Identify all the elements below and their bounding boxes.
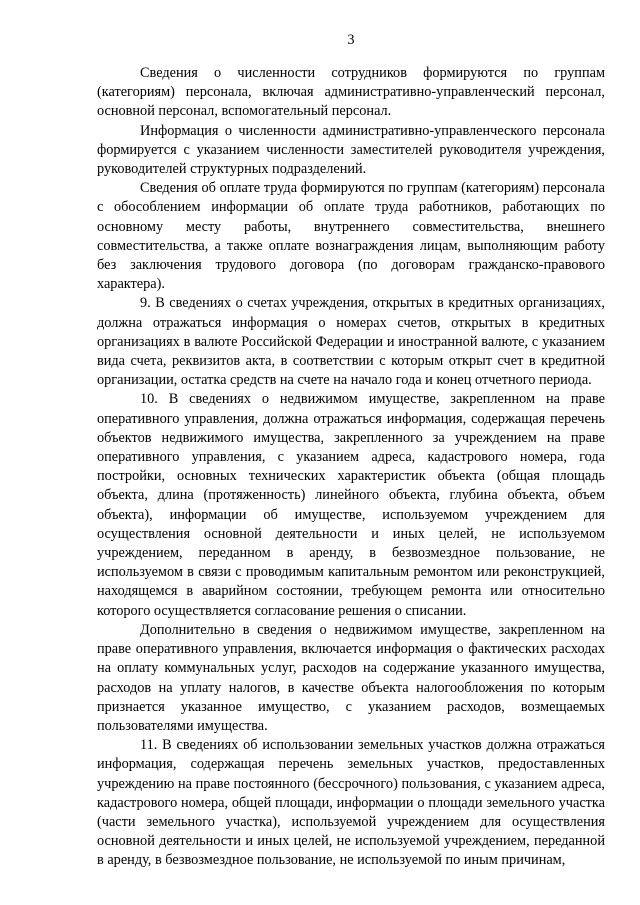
paragraph-10-real-estate: 10. В сведениях о недвижимом имуществе, закрепленном на праве оперативного управления, должна отражаться информация, содержащая перечень объектов недвижимого имущества, закрепленного за учреждением на праве оперативного управления, с указанием адреса, кадастрового номера, года постройки, основных технических характеристик объекта (общая площадь объекта, длина (протяженность) линейного объекта, глубина объекта, объем объекта), информации об имуществе, используемом учреждением для осуществления основной деятельности и иных целей, не используемом учреждением, переданном в аренду, в безвозмездное пользование, не используемом в связи с проводимым капитальным ремонтом или реконструкцией, находящемся в аварийном состоянии, требующем ремонта или относительно которого осуществляется согласование решения о списании. bbox=[97, 391, 605, 619]
document-body bbox=[97, 64, 605, 871]
paragraph-payroll: Сведения об оплате труда формируются по группам (категориям) персонала с обособлением информации об оплате труда работников, работающих по основному месту работы, внутреннего совместительства, внешнего совместительства, а также оплате вознаграждения лицам, выполняющим работу без заключения трудового договора (по договорам гражданско-правового характера). bbox=[97, 180, 605, 293]
paragraph-11-land-plots: 11. В сведениях об использовании земельных участков должна отражаться информация, содержащая перечень земельных участков, предоставленных учреждению на праве постоянного (бессрочного) пользования, с указанием адреса, кадастрового номера, общей площади, информации о площади земельного участка (части земельного участка), используемой учреждением для осуществления основной деятельности и иных целей, не используемой учреждением, переданной в аренду, в безвозмездное пользование, не используемой по иным причинам, bbox=[97, 737, 605, 869]
paragraph-admin-staff: Информация о численности административно-управленческого персонала формируется с указанием численности заместителей руководителя учреждения, руководителей структурных подразделений. bbox=[97, 122, 605, 178]
page-number: 3 bbox=[347, 32, 355, 48]
paragraph-real-estate-expenses: Дополнительно в сведения о недвижимом имуществе, закрепленном на праве оперативного управления, включается информация о фактических расходах на оплату коммунальных услуг, расходов на содержание указанного имущества, расходов на уплату налогов, в качестве объекта налогообложения по которым признается указанное имущество, с указанием расходов, возмещаемых пользователями имущества. bbox=[97, 621, 605, 734]
paragraph-9-accounts: 9. В сведениях о счетах учреждения, открытых в кредитных организациях, должна отражаться информация о номерах счетов, открытых в кредитных организациях в валюте Российской Федерации и иностранной валюте, с указанием вида счета, реквизитов акта, в соответствии с которым открыт счет в кредитной организации, остатка средств на счете на начало года и конец отчетного периода. bbox=[97, 295, 605, 389]
paragraph-staff-count: Сведения о численности сотрудников формируются по группам (категориям) персонала, включая административно-управленческий персонал, основной персонал, вспомогательный персонал. bbox=[97, 65, 605, 120]
